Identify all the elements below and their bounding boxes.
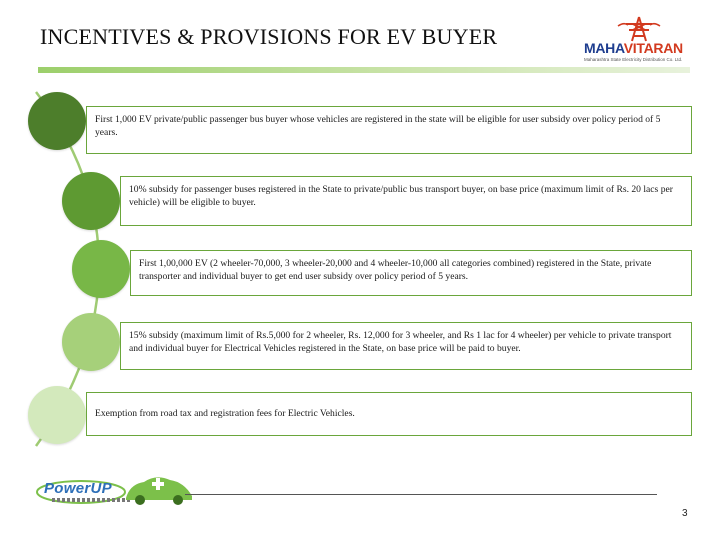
title-underline	[38, 67, 690, 73]
bullet-circle-2	[62, 172, 120, 230]
mahavitaran-logo	[584, 16, 694, 66]
provision-item-4: 15% subsidy (maximum limit of Rs.5,000 for 2 wheeler, Rs. 12,000 for 3 wheeler, and Rs 1 lac for 4 wheeler) per vehicle to private transport and individual buyer for Electrical Vehicles registered in the State, on base price will be paid to buyer.	[120, 322, 692, 370]
transmission-tower-icon	[614, 16, 664, 42]
bullet-circle-5	[28, 386, 86, 444]
powerup-logo	[36, 470, 196, 512]
footer-rule	[185, 494, 657, 495]
bullet-circle-4	[62, 313, 120, 371]
electric-car-icon	[122, 470, 196, 508]
provision-item-1: First 1,000 EV private/public passenger bus buyer whose vehicles are registered in the state will be eligible for user subsidy over policy period of 5 years.	[86, 106, 692, 154]
mahavitaran-tagline: Maharashtra State Electricity Distribution Co. Ltd.	[584, 57, 683, 62]
page-number: 3	[682, 508, 688, 519]
provision-item-5: Exemption from road tax and registration fees for Electric Vehicles.	[86, 392, 692, 436]
powerup-subtext	[52, 498, 132, 502]
logo-word-maha: MAHA	[584, 40, 624, 56]
mahavitaran-wordmark	[584, 40, 694, 56]
provision-item-3: First 1,00,000 EV (2 wheeler-70,000, 3 wheeler-20,000 and 4 wheeler-10,000 all categories combined) registered in the State, private transporter and individual buyer to get end user subsidy over policy period of 5 years.	[130, 250, 692, 296]
slide-title: INCENTIVES & PROVISIONS FOR EV BUYER	[40, 24, 498, 49]
bullet-circle-1	[28, 92, 86, 150]
provision-item-2: 10% subsidy for passenger buses registered in the State to private/public bus transport buyer, on base price (maximum limit of Rs. 20 lacs per vehicle) will be eligible to buyer.	[120, 176, 692, 226]
bullet-circle-3	[72, 240, 130, 298]
logo-word-vitaran: VITARAN	[623, 40, 683, 56]
powerup-wordmark: PowerUP	[44, 480, 112, 497]
